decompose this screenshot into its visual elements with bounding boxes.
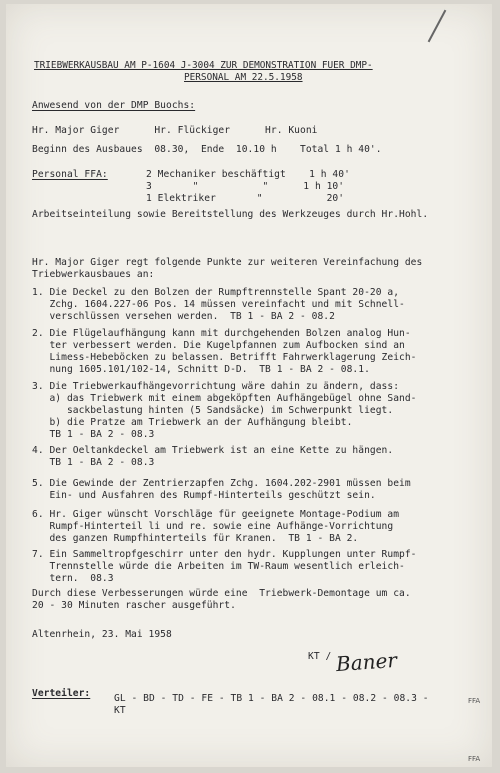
point-line: Rumpf-Hinterteil li und re. sowie eine Aufhänge-Vorrichtung	[32, 521, 394, 532]
archive-mark: FFA	[468, 697, 481, 705]
point-line: 3. Die Triebwerkaufhängevorrichtung wäre dahin zu ändern, dass:	[32, 381, 400, 392]
point-line: Zchg. 1604.227-06 Pos. 14 müssen vereinfacht und mit Schnell-	[32, 299, 405, 310]
document-title	[34, 60, 474, 84]
point-line: 6. Hr. Giger wünscht Vorschläge für geeignete Montage-Podium am	[32, 509, 400, 520]
conclusion-line: Durch diese Verbesserungen würde eine Triebwerk-Demontage um ca.	[32, 588, 411, 599]
intro-line: Triebwerkausbaues an:	[32, 269, 155, 280]
pen-mark	[428, 10, 447, 43]
point-line: nung 1605.101/102-14, Schnitt D-D. TB 1 - BA 2 - 08.1.	[32, 364, 370, 375]
personal-row: 2 Mechaniker beschäftigt 1 h 40'	[146, 169, 350, 180]
point-line: 7. Ein Sammeltropfgeschirr unter den hydr. Kupplungen unter Rumpf-	[32, 549, 417, 560]
point-line: 2. Die Flügelaufhängung kann mit durchgehenden Bolzen analog Hun-	[32, 328, 411, 339]
place-date: Altenrhein, 23. Mai 1958	[32, 629, 172, 640]
point-line: TB 1 - BA 2 - 08.3	[32, 457, 155, 468]
times-line: Beginn des Ausbaues 08.30, Ende 10.10 h Total 1 h 40'.	[32, 144, 382, 155]
document-page	[6, 4, 492, 767]
conclusion-line: 20 - 30 Minuten rascher ausgeführt.	[32, 600, 236, 611]
point-line: verschlüssen versehen werden. TB 1 - BA 2 - 08.2	[32, 311, 335, 322]
point-line: 1. Die Deckel zu den Bolzen der Rumpftrennstelle Spant 20-20 a,	[32, 287, 400, 298]
personal-label: Personal FFA:	[32, 169, 108, 180]
personal-row: 3 " " 1 h 10'	[146, 181, 345, 192]
title-line-2: PERSONAL AM 22.5.1958	[184, 72, 303, 83]
point-line: TB 1 - BA 2 - 08.3	[32, 429, 155, 440]
point-line: 5. Die Gewinde der Zentrierzapfen Zchg. 1604.202-2901 müssen beim	[32, 478, 411, 489]
point-line: sackbelastung hinten (5 Sandsäcke) im Schwerpunkt liegt.	[32, 405, 394, 416]
distribution-list: GL - BD - TD - FE - TB 1 - BA 2 - 08.1 - 08.2 - 08.3 -	[114, 693, 429, 704]
point-line: a) das Triebwerk mit einem abgeköpften Aufhängebügel ohne Sand-	[32, 393, 417, 404]
distribution-list: KT	[114, 705, 126, 716]
point-line: 4. Der Oeltankdeckel am Triebwerk ist an eine Kette zu hängen.	[32, 445, 394, 456]
point-line: Trennstelle würde die Arbeiten im TW-Raum wesentlich erleich-	[32, 561, 405, 572]
point-line: ter verbessert werden. Die Kugelpfannen zum Aufbocken sind an	[32, 340, 405, 351]
initials: KT /	[308, 651, 332, 662]
point-line: tern. 08.3	[32, 573, 114, 584]
work-allocation: Arbeitseinteilung sowie Bereitstellung des Werkzeuges durch Hr.Hohl.	[32, 209, 429, 220]
intro-line: Hr. Major Giger regt folgende Punkte zur weiteren Vereinfachung des	[32, 257, 423, 268]
present-names: Hr. Major Giger Hr. Flückiger Hr. Kuoni	[32, 125, 318, 136]
personal-row: 1 Elektriker " 20'	[146, 193, 345, 204]
distribution-label: Verteiler:	[32, 688, 91, 699]
point-line: des ganzen Rumpfhinterteils für Kranen. TB 1 - BA 2.	[32, 533, 359, 544]
point-line: b) die Pratze am Triebwerk an der Aufhängung bleibt.	[32, 417, 353, 428]
present-heading: Anwesend von der DMP Buochs:	[32, 100, 196, 111]
point-line: Ein- und Ausfahren des Rumpf-Hinterteils geschützt sein.	[32, 490, 376, 501]
signature: Baner	[335, 647, 398, 677]
archive-mark: FFA	[468, 755, 481, 763]
title-line-1: TRIEBWERKAUSBAU AM P-1604 J-3004 ZUR DEMONSTRATION FUER DMP-	[34, 60, 373, 71]
point-line: Limess-Hebeböcken zu belassen. Betrifft Fahrwerklagerung Zeich-	[32, 352, 417, 363]
